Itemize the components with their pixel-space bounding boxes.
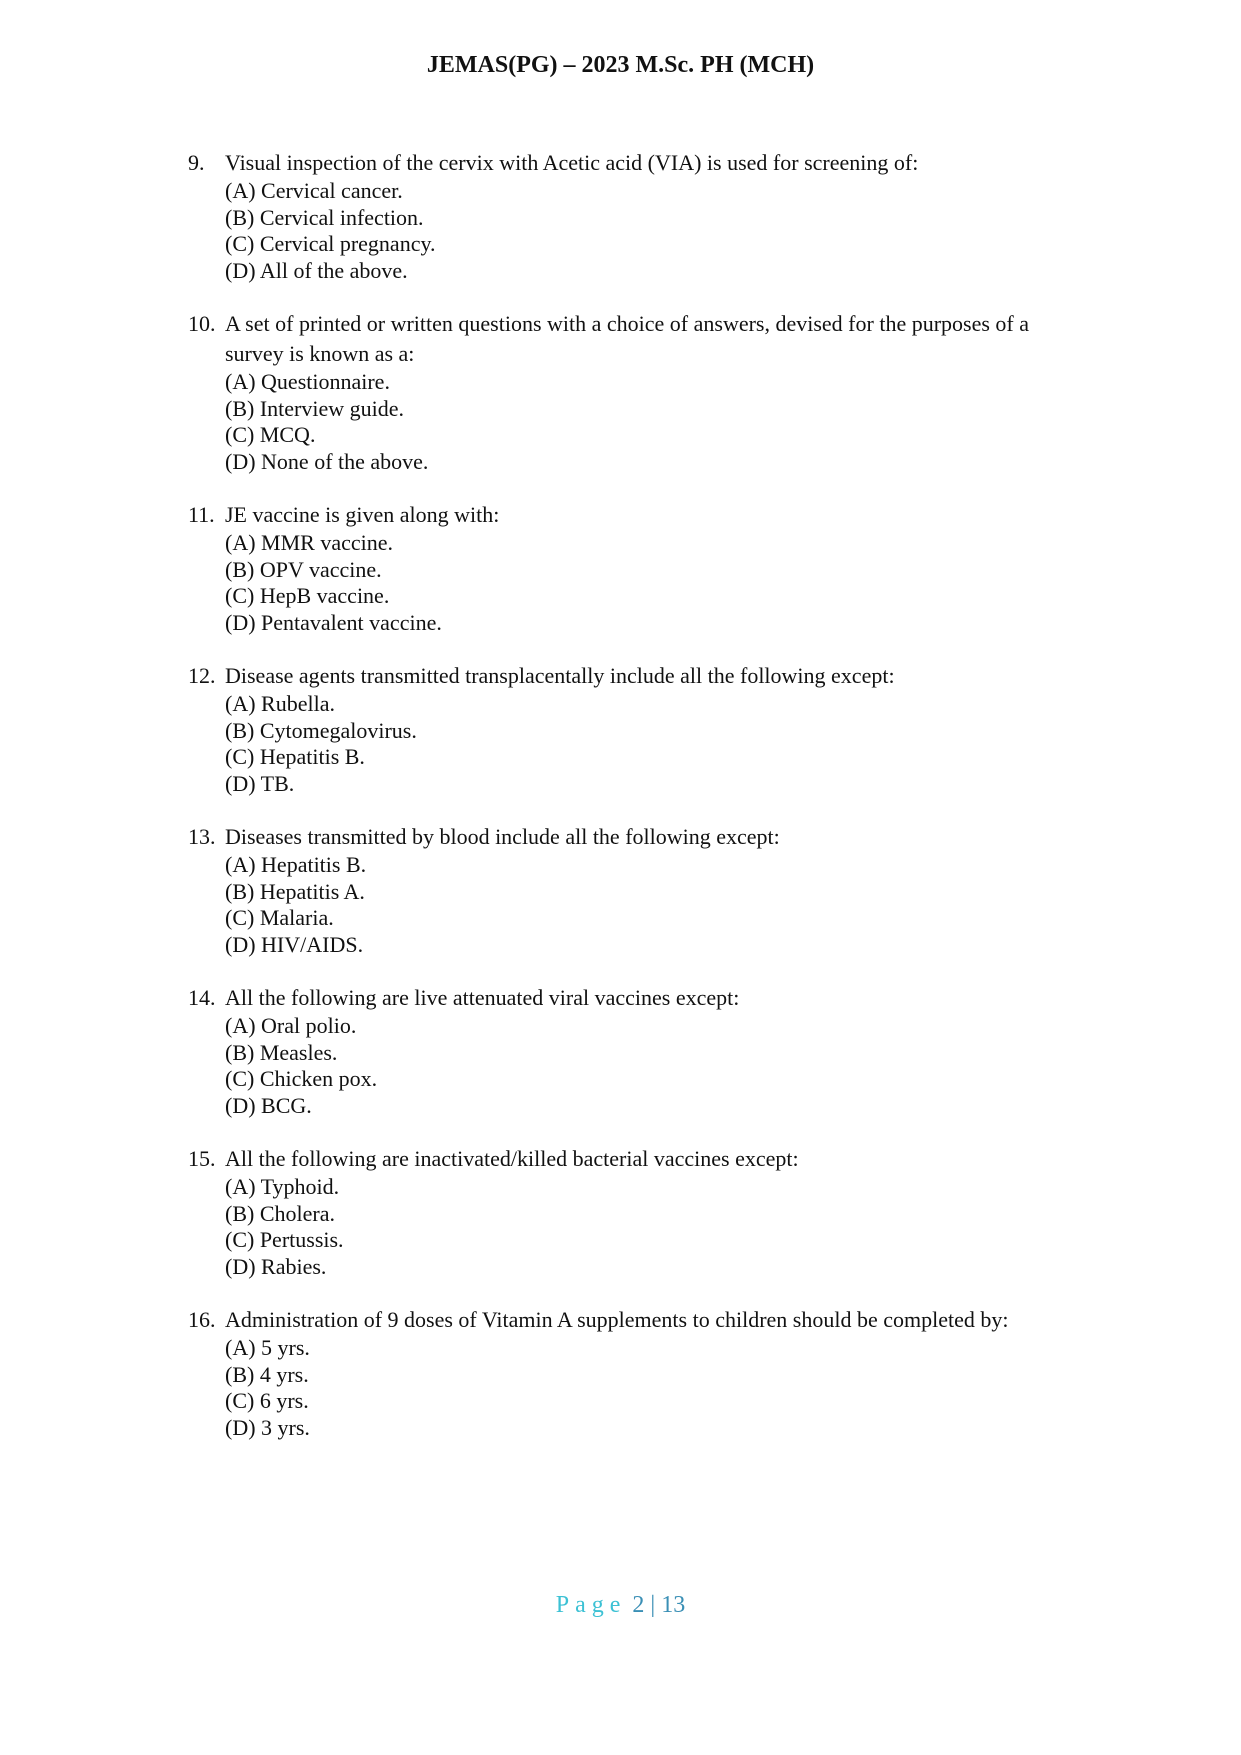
question-9 [188,148,1078,284]
question-text: Visual inspection of the cervix with Acetic acid (VIA) is used for screening of: [225,150,919,175]
option-c: (C) Pertussis. [225,1227,344,1252]
option-b: (B) OPV vaccine. [225,556,382,582]
option-c: (C) HepB vaccine. [225,583,390,608]
question-text: Administration of 9 doses of Vitamin A supplements to children should be completed by: [225,1307,1009,1332]
question-list [188,148,1078,1466]
option-a: (A) Typhoid. [225,1174,340,1199]
option-a: (A) 5 yrs. [225,1335,310,1360]
question-text: Diseases transmitted by blood include all the following except: [225,824,780,849]
page-label: Page [555,1592,627,1618]
option-a: (A) Questionnaire. [225,369,390,394]
question-number: 15. [188,1146,216,1171]
option-list [225,178,1078,284]
question-16 [188,1305,1078,1441]
question-number: 14. [188,985,216,1010]
option-list [225,1335,1078,1441]
option-a: (A) Cervical cancer. [225,178,403,203]
option-c: (C) Hepatitis B. [225,744,365,769]
option-c: (C) 6 yrs. [225,1388,309,1413]
question-text: All the following are inactivated/killed bacterial vaccines except: [225,1146,799,1171]
option-b: (B) Hepatitis A. [225,878,365,904]
question-13 [188,822,1078,958]
question-15 [188,1144,1078,1280]
question-number: 11. [188,502,215,527]
option-c: (C) MCQ. [225,422,316,447]
option-d: (D) BCG. [225,1092,312,1118]
option-d: (D) None of the above. [225,448,429,474]
option-a: (A) MMR vaccine. [225,530,394,555]
option-d: (D) HIV/AIDS. [225,931,364,957]
option-a: (A) Oral polio. [225,1013,357,1038]
question-12 [188,661,1078,797]
option-b: (B) 4 yrs. [225,1361,309,1387]
option-c: (C) Chicken pox. [225,1066,378,1091]
question-number: 13. [188,824,216,849]
exam-title: JEMAS(PG) – 2023 M.Sc. PH (MCH) [426,52,815,78]
option-list [225,691,1078,797]
option-b: (B) Cervical infection. [225,204,424,230]
option-b: (B) Interview guide. [225,395,404,421]
question-10 [188,309,1078,475]
option-b: (B) Cholera. [225,1200,335,1226]
option-b: (B) Measles. [225,1039,338,1065]
question-text: A set of printed or written questions with a choice of answers, devised for the purposes of a survey is known as a: [225,311,1030,366]
option-c: (C) Cervical pregnancy. [225,231,436,256]
question-14 [188,983,1078,1119]
question-number: 12. [188,663,216,688]
option-d: (D) All of the above. [225,257,408,283]
option-b: (B) Cytomegalovirus. [225,717,417,743]
option-list [225,1174,1078,1280]
page-number: 2 | 13 [632,1592,686,1618]
question-text: All the following are live attenuated viral vaccines except: [225,985,740,1010]
question-number: 10. [188,311,216,336]
option-d: (D) TB. [225,770,295,796]
option-list [225,369,1078,475]
option-d: (D) Pentavalent vaccine. [225,609,442,635]
question-text: Disease agents transmitted transplacentally include all the following except: [225,663,895,688]
option-d: (D) Rabies. [225,1253,327,1279]
question-number: 9. [188,150,205,175]
page-header [0,52,1241,79]
option-a: (A) Hepatitis B. [225,852,367,877]
option-c: (C) Malaria. [225,905,334,930]
question-text: JE vaccine is given along with: [225,502,500,527]
page-footer [0,1592,1241,1619]
option-list [225,530,1078,636]
question-11 [188,500,1078,636]
option-d: (D) 3 yrs. [225,1414,310,1440]
option-list [225,1013,1078,1119]
question-number: 16. [188,1307,216,1332]
option-list [225,852,1078,958]
option-a: (A) Rubella. [225,691,335,716]
